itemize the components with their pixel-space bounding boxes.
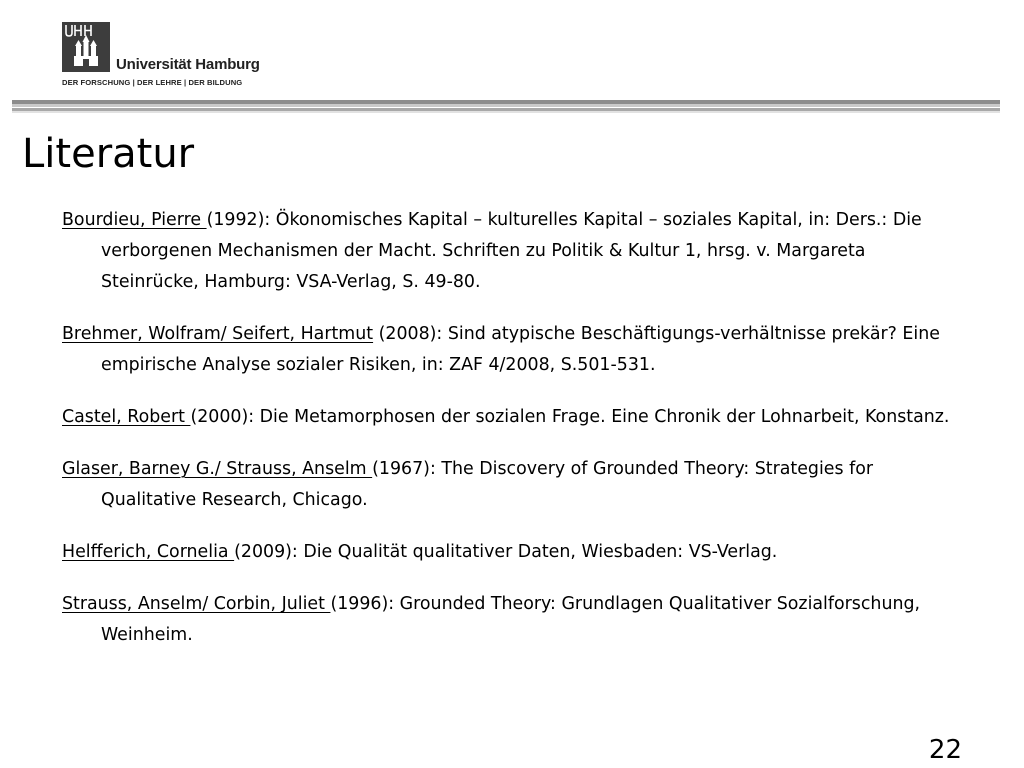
university-seal-icon	[62, 22, 110, 72]
reference-details: (1992): Ökonomisches Kapital – kulturelles Kapital – soziales Kapital, in: Ders.: Die verborgenen Mechanismen der Macht. Schriften zu Politik & Kultur 1, hrsg. v. Margareta Steinrücke, Hamburg: VSA-Verlag, S. 49-80.	[101, 210, 922, 292]
reference-entry	[62, 454, 962, 516]
reference-author: Bourdieu, Pierre	[62, 210, 207, 230]
university-logo	[62, 22, 262, 94]
reference-details: (2000): Die Metamorphosen der sozialen Frage. Eine Chronik der Lohnarbeit, Konstanz.	[190, 407, 950, 427]
header-divider	[12, 100, 1000, 114]
reference-entry	[62, 537, 962, 568]
university-name: Universität Hamburg	[116, 56, 260, 73]
reference-entry	[62, 402, 962, 433]
reference-author: Helfferich, Cornelia	[62, 542, 235, 562]
reference-entry	[62, 319, 962, 381]
university-tagline: DER FORSCHUNG | DER LEHRE | DER BILDUNG	[62, 78, 243, 87]
reference-entry	[62, 205, 962, 298]
reference-author: Castel, Robert	[62, 407, 191, 427]
reference-details: (2008): Sind atypische Beschäftigungs-verhältnisse prekär? Eine empirische Analyse sozialer Risiken, in: ZAF 4/2008, S.501-531.	[101, 324, 940, 375]
reference-details: (1967): The Discovery of Grounded Theory: Strategies for Qualitative Research, Chicago.	[101, 459, 873, 510]
reference-details: (1996): Grounded Theory: Grundlagen Qualitativer Sozialforschung, Weinheim.	[101, 594, 921, 645]
slide-title: Literatur	[22, 131, 195, 177]
reference-details: (2009): Die Qualität qualitativer Daten, Wiesbaden: VS-Verlag.	[234, 542, 778, 562]
reference-author: Brehmer, Wolfram/ Seifert, Hartmut	[62, 324, 374, 344]
reference-author: Strauss, Anselm/ Corbin, Juliet	[62, 594, 331, 614]
reference-author: Glaser, Barney G./ Strauss, Anselm	[62, 459, 373, 479]
reference-list	[62, 205, 962, 672]
reference-entry	[62, 589, 962, 651]
slide-number: 22	[928, 735, 962, 765]
